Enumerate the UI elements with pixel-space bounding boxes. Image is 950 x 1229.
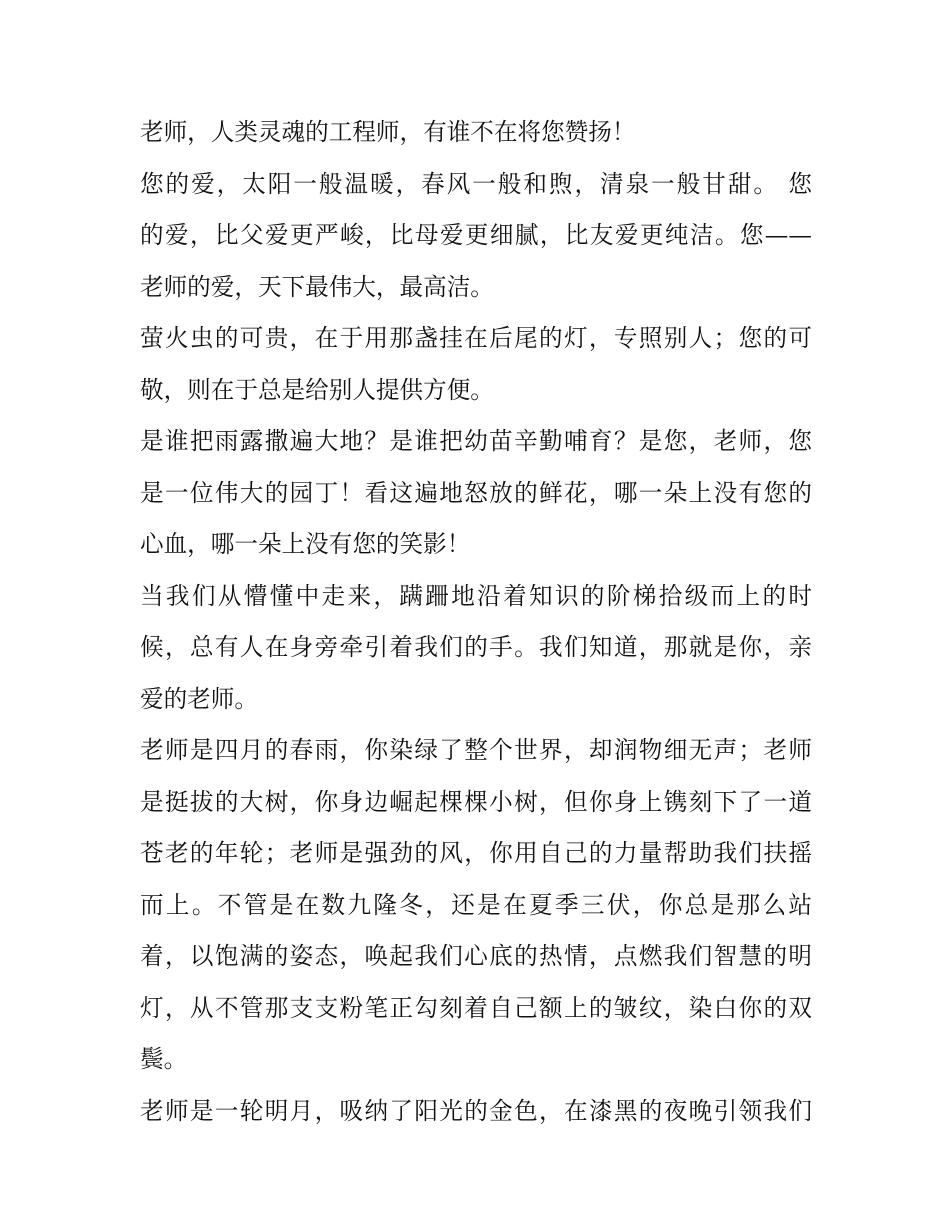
text-line: 爱的老师。 bbox=[140, 684, 258, 713]
text-line: 是谁把雨露撒遍大地？是谁把幼苗辛勤哺育？是您，老师，您 bbox=[140, 427, 812, 455]
text-line: 敬，则在于总是给别人提供方便。 bbox=[140, 375, 494, 404]
text-line: 萤火虫的可贵，在于用那盏挂在后尾的灯，专照别人；您的可 bbox=[140, 324, 812, 352]
text-line: 老师是四月的春雨，你染绿了整个世界，却润物细无声；老师 bbox=[140, 736, 812, 764]
text-line: 灯，从不管那支支粉笔正勾刻着自己额上的皱纹，染白你的双 bbox=[140, 993, 812, 1022]
text-line: 苍老的年轮；老师是强劲的风，你用自己的力量帮助我们扶摇 bbox=[140, 839, 812, 867]
text-line: 老师是一轮明月，吸纳了阳光的金色，在漆黑的夜晚引领我们 bbox=[140, 1096, 812, 1125]
text-line: 您的爱，太阳一般温暖，春风一般和煦，清泉一般甘甜。 您 bbox=[140, 169, 812, 198]
text-line: 的爱，比父爱更严峻，比母爱更细腻，比友爱更纯洁。您—— bbox=[140, 221, 812, 249]
document-body bbox=[140, 107, 812, 1137]
text-line: 老师的爱，天下最伟大，最高洁。 bbox=[140, 272, 494, 301]
text-line: 着，以饱满的姿态，唤起我们心底的热情，点燃我们智慧的明 bbox=[140, 942, 812, 970]
text-line: 而上。不管是在数九隆冬，还是在夏季三伏，你总是那么站 bbox=[140, 890, 812, 919]
text-line: 是一位伟大的园丁！看这遍地怒放的鲜花，哪一朵上没有您的 bbox=[140, 478, 812, 507]
text-line: 候，总有人在身旁牵引着我们的手。我们知道，那就是你，亲 bbox=[140, 633, 812, 661]
text-line: 是挺拔的大树，你身边崛起棵棵小树，但你身上镌刻下了一道 bbox=[140, 787, 812, 816]
text-line: 鬓。 bbox=[140, 1045, 188, 1073]
text-line: 老师，人类灵魂的工程师，有谁不在将您赞扬！ bbox=[140, 118, 636, 146]
text-line: 当我们从懵懂中走来，蹒跚地沿着知识的阶梯拾级而上的时 bbox=[140, 581, 812, 610]
text-line: 心血，哪一朵上没有您的笑影！ bbox=[140, 530, 471, 558]
